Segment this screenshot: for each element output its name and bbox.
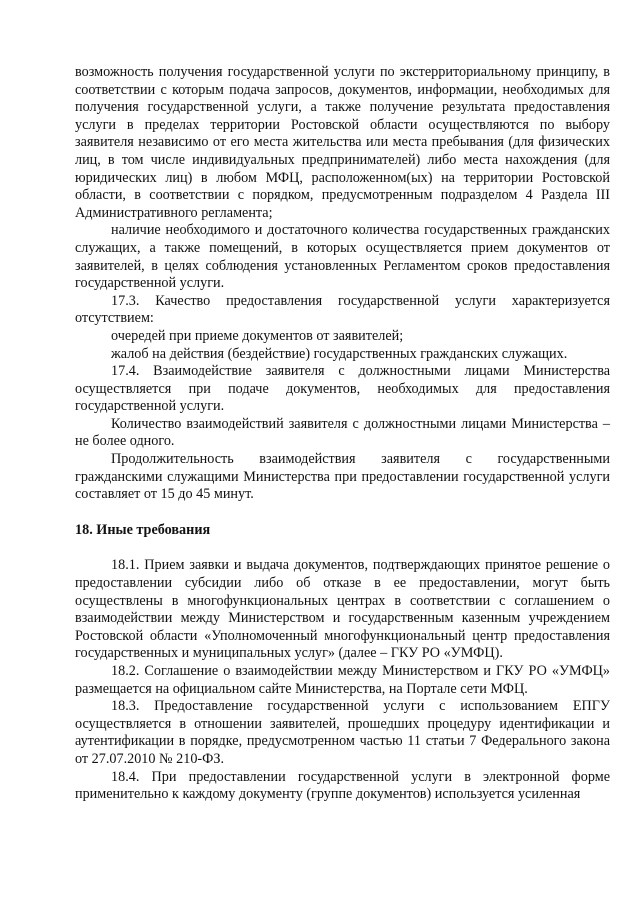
paragraph-interaction-count: Количество взаимодействий заявителя с должностными лицами Министерства – не более одного.	[75, 415, 610, 450]
paragraph-queues: очередей при приеме документов от заявителей;	[111, 327, 404, 344]
paragraph-complaints: жалоб на действия (бездействие) государственных гражданских служащих.	[111, 345, 568, 362]
paragraph-18-1: 18.1. Прием заявки и выдача документов, подтверждающих принятое решение о предоставлении субсидии либо об отказе в ее предоставлении, могут быть осуществлены в многофункциональных центрах в соответствии с соглашением о взаимодействии между Министерством и государственным казенным учреждением Ростовской области «Уполномоченный многофункциональный центр предоставления государственных и муниципальных услуг» (далее – ГКУ РО «УМФЦ).	[75, 557, 610, 662]
section-heading: 18. Иные требования	[75, 521, 211, 538]
paragraph-interaction-duration: Продолжительность взаимодействия заявителя с государственными гражданскими служащими Министерства при предоставлении государственной услуги составляет от 15 до 45 минут.	[75, 451, 610, 503]
paragraph-17-4: 17.4. Взаимодействие заявителя с должностными лицами Министерства осуществляется при подаче документов, необходимых для предоставления государственной услуги.	[75, 363, 610, 415]
paragraph-extraterritorial: возможность получения государственной услуги по экстерриториальному принципу, в соответствии с которым подача запросов, документов, информации, необходимых для получения государственной услуги, а также получение результата предоставления услуги в пределах территории Ростовской области осуществляются по выбору заявителя независимо от его места жительства или места пребывания (для физических лиц, в том числе индивидуальных предпринимателей) либо места нахождения (для юридических лиц) в любом МФЦ, расположенном(ых) на территории Ростовской области, в соответствии с порядком, предусмотренным подразделом 4 Раздела III Административного регламента;	[75, 64, 610, 221]
paragraph-18-2: 18.2. Соглашение о взаимодействии между Министерством и ГКУ РО «УМФЦ» размещается на официальном сайте Министерства, на Портале сети МФЦ.	[75, 663, 610, 697]
paragraph-18-4: 18.4. При предоставлении государственной услуги в электронной форме применительно к каждому документу (группе документов) используется усиленная	[75, 768, 610, 803]
paragraph-18-3: 18.3. Предоставление государственной услуги с использованием ЕПГУ осуществляется в отношении заявителей, прошедших процедуру идентификации и аутентификации в порядке, предусмотренном частью 11 статьи 7 Федерального закона от 27.07.2010 № 210-ФЗ.	[75, 698, 610, 767]
paragraph-staffing: наличие необходимого и достаточного количества государственных гражданских служащих, а также помещений, в которых осуществляется прием документов от заявителей, в целях соблюдения установленных Регламентом сроков предоставления государственной услуги.	[75, 222, 610, 292]
paragraph-17-3: 17.3. Качество предоставления государственной услуги характеризуется отсутствием:	[75, 292, 610, 327]
document-body	[75, 64, 610, 804]
